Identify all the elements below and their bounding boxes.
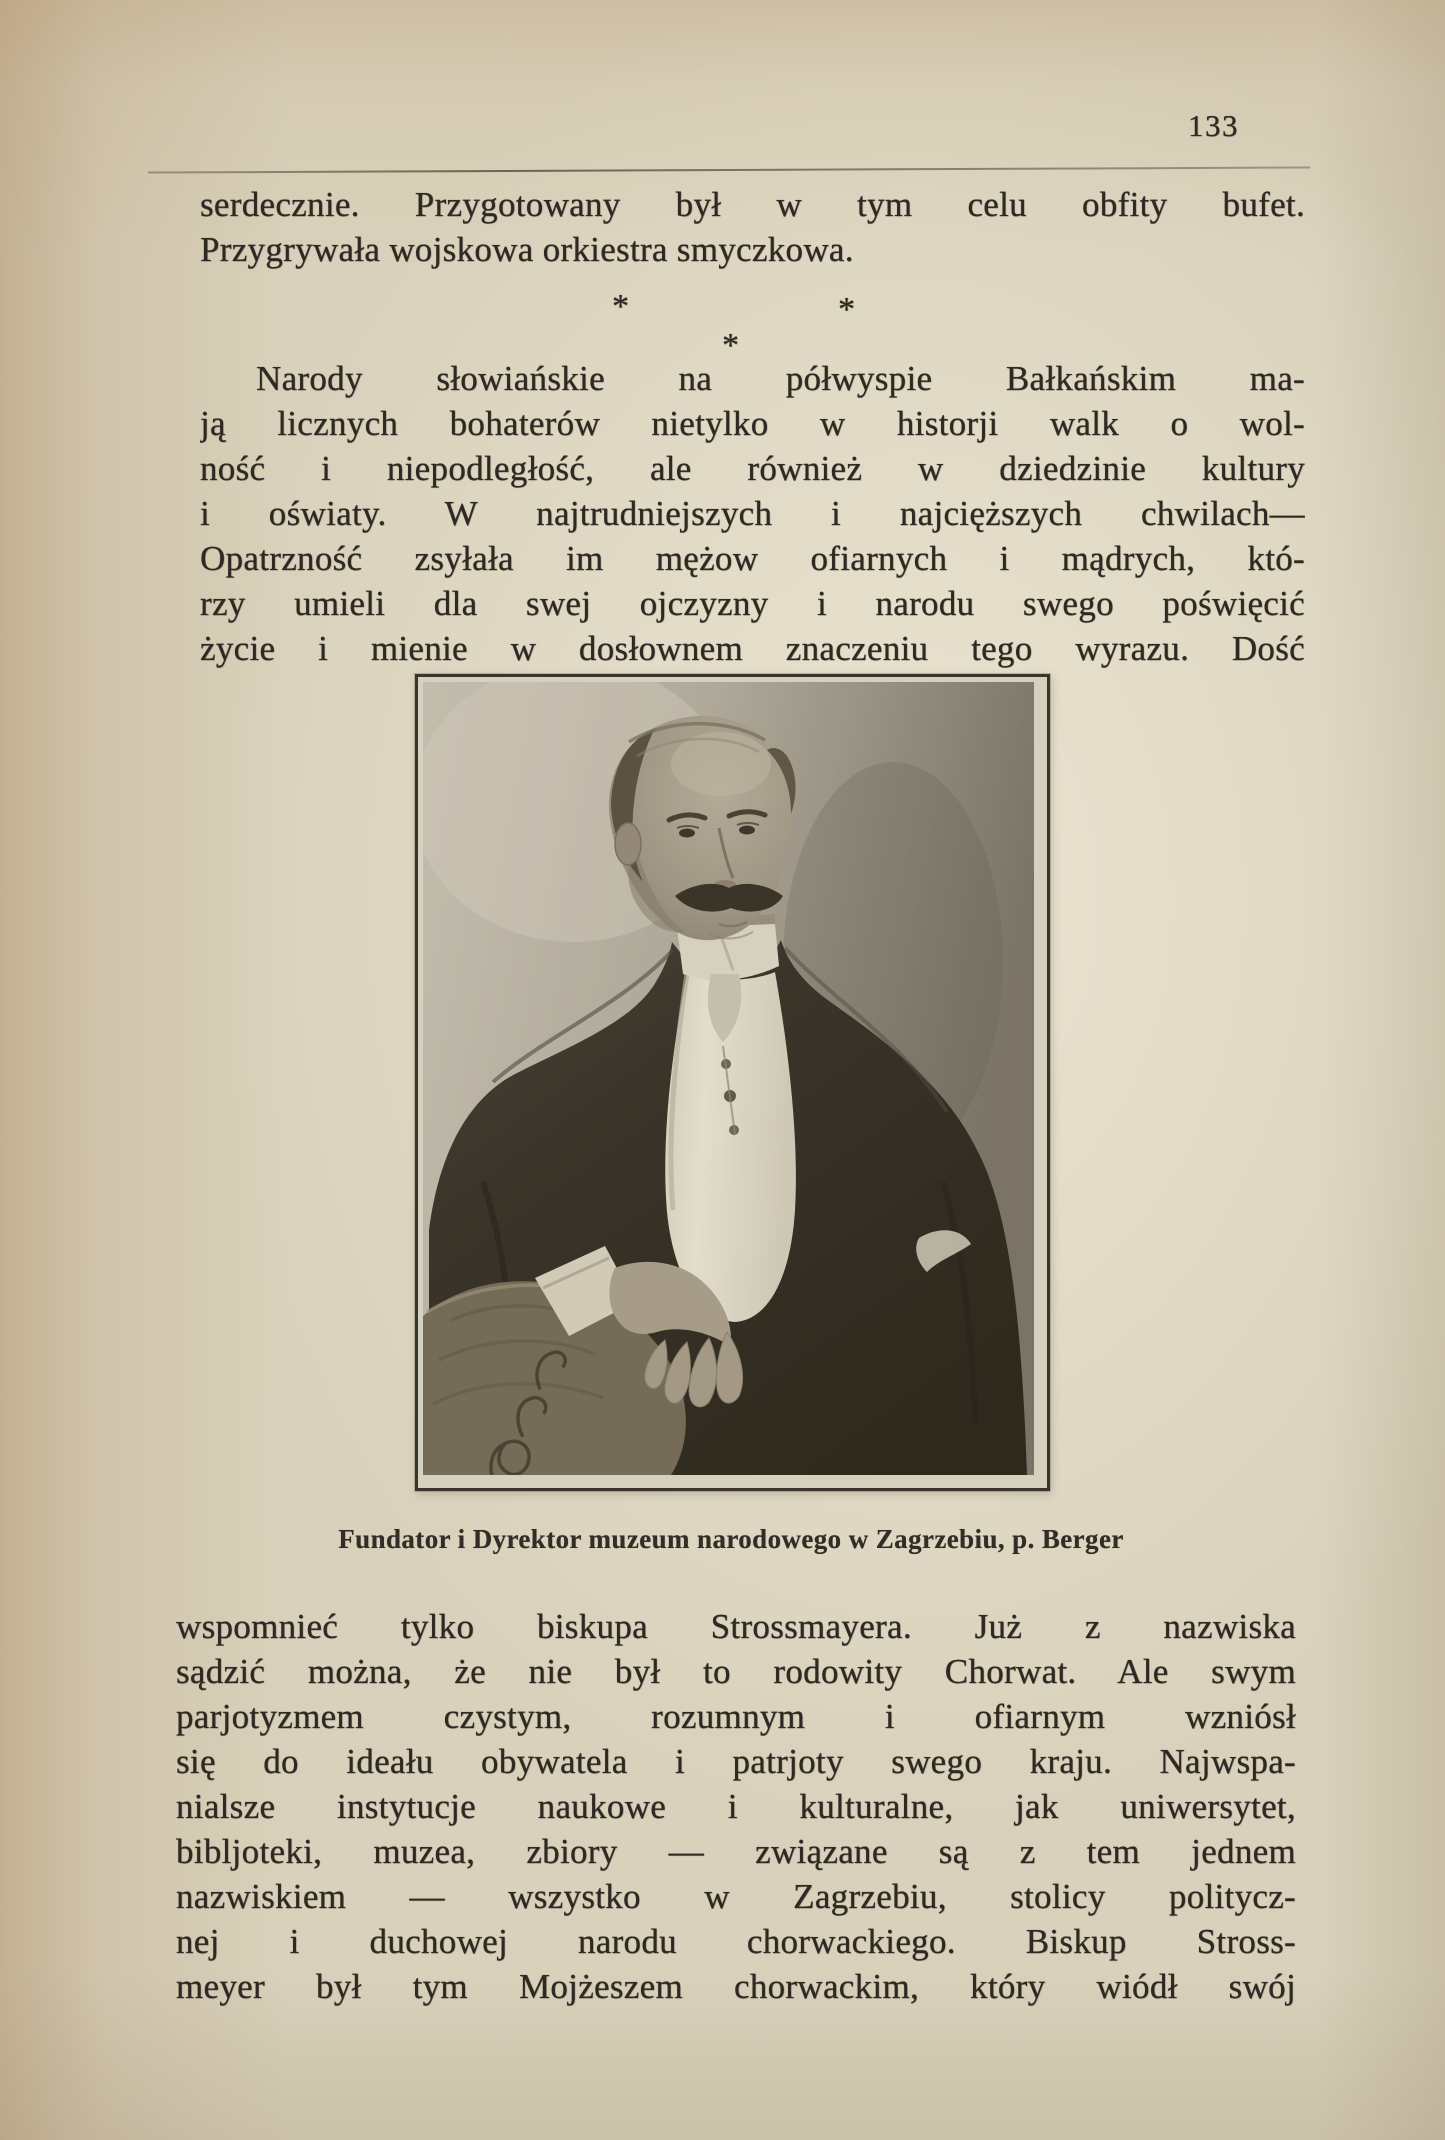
text-line: życie i mienie w dosłownem znaczeniu tego wyrazu. Dość	[200, 629, 1305, 668]
page-number: 133	[1188, 108, 1239, 143]
text-line: nialsze instytucje naukowe i kulturalne, jak uniwersytet,	[176, 1787, 1296, 1826]
text-line: rzy umieli dla swej ojczyzny i narodu swego poświęcić	[200, 584, 1305, 623]
portrait-figure	[415, 674, 1050, 1491]
header-rule	[148, 166, 1310, 173]
photo-caption: Fundator i Dyrektor muzeum narodowego w Zagrzebiu, p. Berger	[338, 1524, 1124, 1554]
text-line: Opatrzność zsyłała im mężow ofiarnych i mądrych, któ-	[200, 539, 1305, 578]
portrait-of-berger-image	[423, 682, 1034, 1475]
text-line: parjotyzmem czystym, rozumnym i ofiarnym wzniósł	[176, 1697, 1296, 1736]
text-line: meyer był tym Mojżeszem chorwackim, który wiódł swój	[176, 1967, 1296, 2006]
text-line: Narody słowiańskie na półwyspie Bałkańskim ma-	[256, 359, 1305, 398]
text-line: i oświaty. W najtrudniejszych i najcięższych chwilach—	[200, 494, 1305, 533]
text-line: ją licznych bohaterów nietylko w historji walk o wol-	[200, 404, 1305, 443]
text-line: Przygrywała wojskowa orkiestra smyczkowa.	[200, 230, 854, 269]
asterisk-ornament: *	[722, 327, 739, 364]
asterisk-ornament: *	[612, 288, 629, 325]
text-line: nazwiskiem — wszystko w Zagrzebiu, stolicy politycz-	[176, 1877, 1296, 1916]
asterisk-ornament: *	[838, 291, 855, 328]
text-line: się do ideału obywatela i patrjoty swego kraju. Najwspa-	[176, 1742, 1296, 1781]
text-line: ność i niepodległość, ale również w dziedzinie kultury	[200, 449, 1305, 488]
text-line: wspomnieć tylko biskupa Strossmayera. Już z nazwiska	[176, 1607, 1296, 1646]
text-line: nej i duchowej narodu chorwackiego. Biskup Stross-	[176, 1922, 1296, 1961]
text-line: serdecznie. Przygotowany był w tym celu obfity bufet.	[200, 185, 1305, 224]
paragraph-opening	[200, 182, 1305, 272]
text-line: sądzić można, że nie był to rodowity Chorwat. Ale swym	[176, 1652, 1296, 1691]
text-line: bibljoteki, muzea, zbiory — związane są z tem jednem	[176, 1832, 1296, 1871]
portrait-photo	[423, 682, 1034, 1475]
paragraph-closing	[176, 1604, 1296, 2009]
paragraph-main	[200, 356, 1305, 671]
